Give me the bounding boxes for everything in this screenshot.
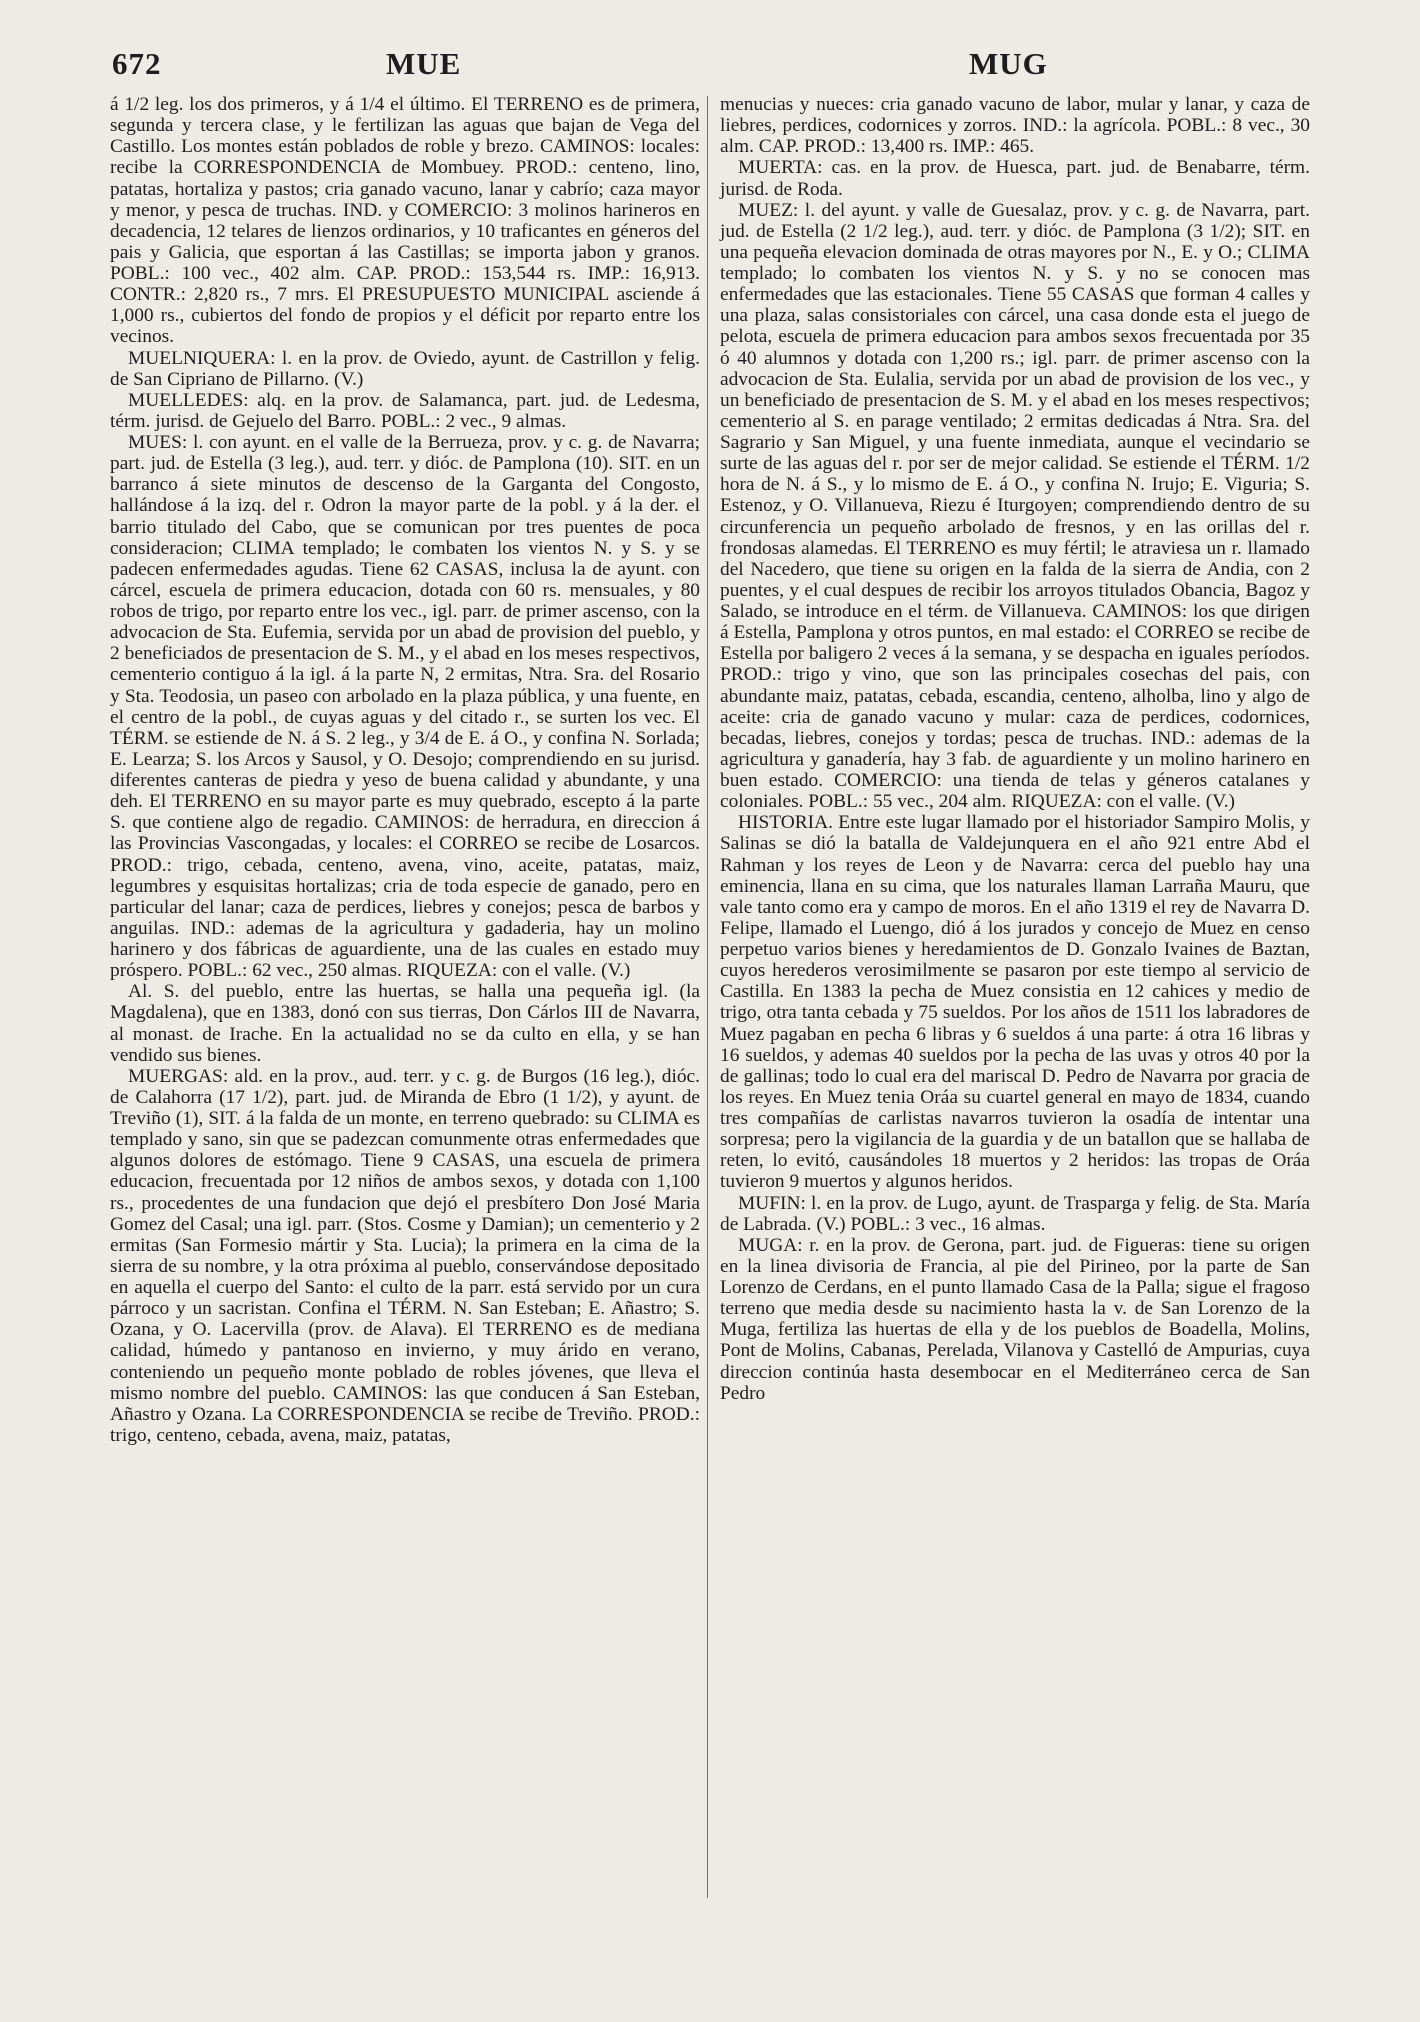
right-running-head: MUG <box>969 46 1048 81</box>
entry-mues-note: Al. S. del pueblo, entre las huertas, se halla una pequeña igl. (la Magdalena), que en 1383, donó con sus tierras, Don Cárlos III de Navarra, al monast. de Irache. En la actualidad no se da culto en ella, y se han vendido sus bienes. <box>110 981 700 1066</box>
left-column <box>110 94 700 1446</box>
entry-muez-historia: HISTORIA. Entre este lugar llamado por el historiador Sampiro Molis, y Salinas se dió la batalla de Valdejunquera en el año 921 entre Abd el Rahman y los reyes de Leon y de Navarra: cerca del pueblo hay una eminencia, llana en su cima, que los naturales llaman Larraña Mauru, que vale tanto como era y campo de moros. En el año 1319 el rey de Navarra D. Felipe, llamado el Luengo, dió á los jurados y concejo de Muez en censo perpetuo varios bienes y heredamientos de D. Gonzalo Ivaines de Baztan, cuyos herederos verosimilmente se pasaron por este tiempo al servicio de Castilla. En 1383 la pecha de Muez consistia en 12 cahices y medio de trigo, otra tanta cebada y 75 sueldos. Por los años de 1511 los labradores de Muez pagaban en pecha 6 libras y 6 sueldos á una parte: á otra 16 libras y 16 sueldos, y ademas 40 sueldos por la pecha de las uvas y otros 40 por la de gallinas; todo lo cual era del mariscal D. Pedro de Navarra por gracia de los reyes. En Muez tenia Oráa su cuartel general en mayo de 1834, cuando tres compañías de carlistas navarros tuvieron la osadía de intentar una sorpresa; pero la vigilancia de la guardia y de un batallon que se hallaba de reten, lo evitó, causándoles 18 muertos y 2 heridos: las tropas de Oráa tuvieron 9 muertos y algunos heridos. <box>720 812 1310 1193</box>
entry-continuation: á 1/2 leg. los dos primeros, y á 1/4 el último. El TERRENO es de primera, segunda y tercera clase, y le fertilizan las aguas que bajan de Vega del Castillo. Los montes están poblados de roble y brezo. CAMINOS: locales: recibe la CORRESPONDENCIA de Mombuey. PROD.: centeno, lino, patatas, hortaliza y pastos; cria ganado vacuno, lanar y cabrío; caza mayor y menor, y pesca de truchas. IND. y COMERCIO: 3 molinos harineros en decadencia, 12 telares de lienzos ordinarios, y 10 traficantes en géneros del pais y Galicia, que esportan á las Castillas; se importa jabon y granos. POBL.: 100 vec., 402 alm. CAP. PROD.: 153,544 rs. IMP.: 16,913. CONTR.: 2,820 rs., 7 mrs. El PRESUPUESTO MUNICIPAL asciende á 1,000 rs., cubiertos del fondo de propios y el déficit por reparto entre los vecinos. <box>110 94 700 348</box>
right-column <box>720 94 1310 1404</box>
entry-muergas: MUERGAS: ald. en la prov., aud. terr. y c. g. de Burgos (16 leg.), dióc. de Calahorra (17 1/2), part. jud. de Miranda de Ebro (1 1/2), y ayunt. de Treviño (1), SIT. á la falda de un monte, en terreno quebrado: su CLIMA es templado y sano, sin que se padezcan comunmente otras enfermedades que algunos dolores de estómago. Tiene 9 CASAS, una escuela de primera educacion, frecuentada por 12 niños de ambos sexos, y dotada con 1,100 rs., procedentes de una fundacion que dejó el presbítero Don José Maria Gomez del Casal; una igl. parr. (Stos. Cosme y Damian); un cementerio y 2 ermitas (San Formesio mártir y Sta. Lucia); la primera en la cima de la sierra de su nombre, y la otra próxima al pueblo, conservándose depositado en aquella el cuerpo del Santo: el culto de la parr. está servido por un cura párroco y un sacristan. Confina el TÉRM. N. San Esteban; E. Añastro; S. Ozana, y O. Lacervilla (prov. de Alava). El TERRENO es de mediana calidad, húmedo y pantanoso en invierno, y muy árido en verano, conteniendo un pequeño monte poblado de robles jóvenes, que lleva el mismo nombre del pueblo. CAMINOS: las que conducen á San Esteban, Añastro y Ozana. La CORRESPONDENCIA se recibe de Treviño. PROD.: trigo, centeno, cebada, avena, maiz, patatas, <box>110 1065 700 1446</box>
entry-muerta: MUERTA: cas. en la prov. de Huesca, part. jud. de Benabarre, térm. jurisd. de Roda. <box>720 157 1310 200</box>
entry-muez: MUEZ: l. del ayunt. y valle de Guesalaz, prov. y c. g. de Navarra, part. jud. de Estella (2 1/2 leg.), aud. terr. y dióc. de Pamplona (3 1/2); SIT. en una pequeña elevacion dominada de otras mayores por N., E. y O.; CLIMA templado; lo combaten los vientos N. y S. y no se conocen mas enfermedades que las estacionales. Tiene 55 CASAS que forman 4 calles y una plaza, salas consistoriales con cárcel, una casa donde esta el juego de pelota, escuela de primera educacion para ambos sexos frecuentada por 35 ó 40 alumnos y dotada con 1,200 rs.; igl. parr. de primer ascenso con la advocacion de Sta. Eulalia, servida por un abad de provision de los vec., y un beneficiado de presentacion de S. M. y el abad en los meses respectivos; cementerio al S. en parage ventilado; 2 ermitas dedicadas á Ntra. Sra. del Sagrario y San Miguel, y una fuente inmediata, aunque el vecindario se surte de las aguas del r. por ser de mejor calidad. Se estiende el TÉRM. 1/2 hora de N. á S., y lo mismo de E. á O., y confina N. Irujo; E. Viguria; S. Estenoz, y O. Villanueva, Riezu é Iturgoyen; comprendiendo dentro de su circunferencia un pequeño arbolado de fresnos, y en las orillas del r. frondosas alamedas. El TERRENO es muy fértil; le atraviesa un r. llamado del Nacedero, que tiene su origen en la falda de la sierra de Andia, con 2 puentes, y el cual despues de recibir los arroyos titulados Obancia, Bagoz y Salado, se introduce en el térm. de Villanueva. CAMINOS: los que dirigen á Estella, Pamplona y otros puntos, en mal estado: el CORREO se recibe de Estella por baligero 2 veces á la semana, y se despacha en iguales períodos. PROD.: trigo y vino, que son las principales cosechas del pais, con abundante maiz, patatas, cebada, escandia, centeno, alholba, lino y algo de aceite: cria de ganado vacuno y mular: caza de perdices, codornices, becadas, liebres, conejos y tordas; pesca de truchas. IND.: ademas de la agricultura y ganadería, hay 3 fab. de aguardiente y un molino harinero en buen estado. COMERCIO: una tienda de telas y géneros catalanes y coloniales. POBL.: 55 vec., 204 alm. RIQUEZA: con el valle. (V.) <box>720 199 1310 813</box>
entry-continuation-right: menucias y nueces: cria ganado vacuno de labor, mular y lanar, y caza de liebres, perdices, codornices y zorros. IND.: la agrícola. POBL.: 8 vec., 30 alm. CAP. PROD.: 13,400 rs. IMP.: 465. <box>720 94 1310 158</box>
left-running-head: MUE <box>386 46 462 81</box>
page-header <box>104 46 1316 92</box>
entry-muelniquera: MUELNIQUERA: l. en la prov. de Oviedo, ayunt. de Castrillon y felig. de San Cipriano de Pillarno. (V.) <box>110 347 700 390</box>
entry-muga: MUGA: r. en la prov. de Gerona, part. jud. de Figueras: tiene su origen en la linea divisoria de Francia, al pie del Pirineo, por la parte de San Lorenzo de Cerdans, en el punto llamado Casa de la Palla; sigue el fragoso terreno que media desde su nacimiento hasta la v. de San Lorenzo de la Muga, fertiliza las huertas de ella y de los pueblos de Boadella, Molins, Pont de Molins, Cabanas, Perelada, Vilanova y Castelló de Ampurias, cuya direccion continúa hasta desembocar en el Mediterráneo cerca de San Pedro <box>720 1234 1310 1404</box>
column-divider <box>707 96 708 1898</box>
entry-muelledes: MUELLEDES: alq. en la prov. de Salamanca, part. jud. de Ledesma, térm. jurisd. de Gejuelo del Barro. POBL.: 2 vec., 9 almas. <box>110 389 700 432</box>
entry-mufin: MUFIN: l. en la prov. de Lugo, ayunt. de Trasparga y felig. de Sta. María de Labrada. (V.) POBL.: 3 vec., 16 almas. <box>720 1192 1310 1235</box>
entry-mues: MUES: l. con ayunt. en el valle de la Berrueza, prov. y c. g. de Navarra; part. jud. de Estella (3 leg.), aud. terr. y dióc. de Pamplona (10). SIT. en un barranco á siete minutos de descenso de la Garganta del Congosto, hallándose á la izq. del r. Odron la mayor parte de la pobl. y á la der. el barrio titulado del Cabo, que se comunican por tres puentes de poca consideracion; CLIMA templado; le combaten los vientos N. y S. y se padecen enfermedades agudas. Tiene 62 CASAS, inclusa la de ayunt. con cárcel, escuela de primera educacion, dotada con 60 rs. mensuales, y 80 robos de trigo, por reparto entre los vec., igl. parr. de primer ascenso, con la advocacion de Sta. Eufemia, servida por un abad de provision del pueblo, y 2 beneficiados de presentacion de S. M., y el abad en los meses respectivos, cementerio contiguo á la igl. á la parte N, 2 ermitas, Ntra. Sra. del Rosario y Sta. Teodosia, un paseo con arbolado en la plaza pública, y una fuente, en el centro de la pobl., de cuyas aguas y del citado r., se surten los vec. El TÉRM. se estiende de N. á S. 2 leg., y 3/4 de E. á O., y confina N. Sorlada; E. Learza; S. los Arcos y Sausol, y O. Desojo; comprendiendo en su jurisd. diferentes canteras de piedra y yeso de buena calidad y abundante, y una deh. El TERRENO en su mayor parte es muy quebrado, escepto á la parte S. que contiene algo de regadio. CAMINOS: de herradura, en direccion á las Provincias Vascongadas, y locales: el CORREO se recibe de Losarcos. PROD.: trigo, cebada, centeno, avena, vino, aceite, patatas, maiz, legumbres y esquisitas hortalizas; cria de toda especie de ganado, pero en particular del lanar; caza de perdices, liebres y conejos; pesca de barbos y anguilas. IND.: ademas de la agricultura y gadaderia, hay un molino harinero y dos fábricas de aguardiente, una de las cuales en estado muy próspero. POBL.: 62 vec., 250 almas. RIQUEZA: con el valle. (V.) <box>110 432 700 982</box>
page-number: 672 <box>112 46 162 81</box>
